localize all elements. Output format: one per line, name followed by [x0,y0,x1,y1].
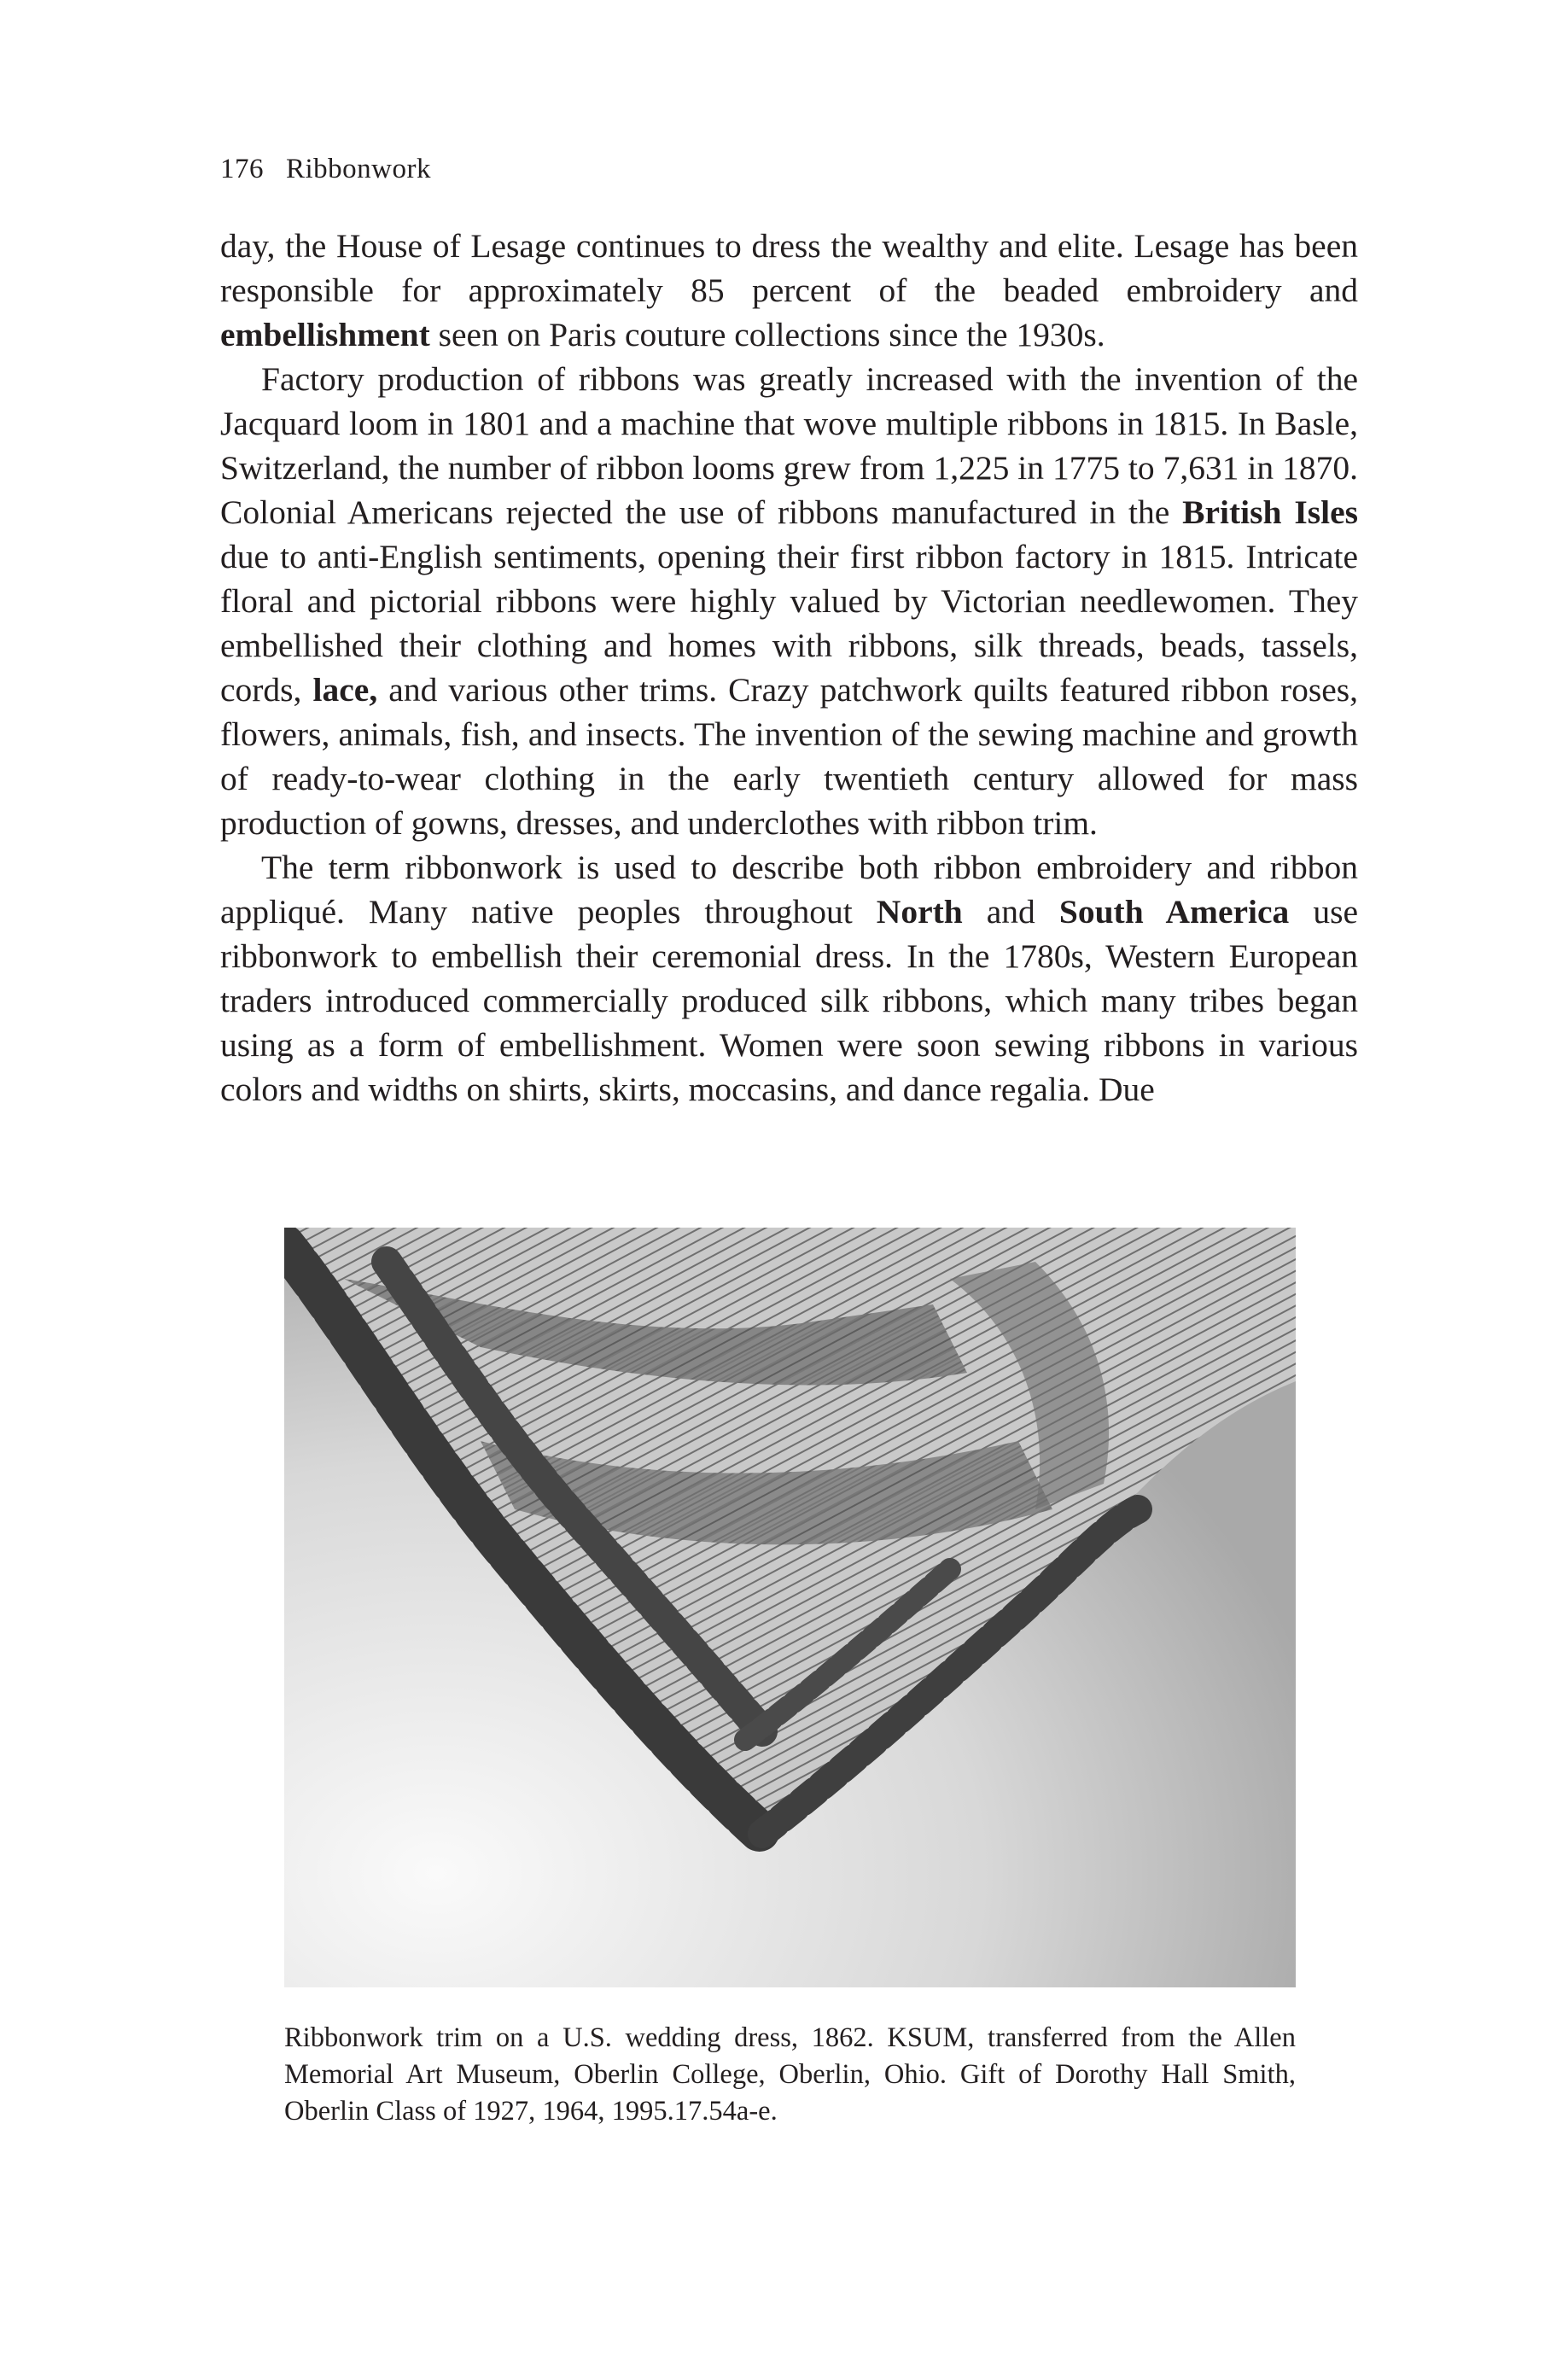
glossary-term: embellishment [220,316,430,353]
glossary-term: South America [1058,893,1290,931]
glossary-term: British Isles [1182,493,1358,531]
paragraph-3: The term ribbonwork is used to describe both ribbon embroidery and ribbon appliqué. Many native peoples throughout North and South America use ribbonwork to embellish their ceremonial dress. In the 1780s, Western European traders introduced commercially produced silk ribbons, which many tribes began using as a form of embellishment. Women were soon sewing ribbons in various colors and widths on shirts, skirts, moccasins, and dance regalia. Due [220,849,1358,1108]
paragraph-1: day, the House of Lesage continues to dress the wealthy and elite. Lesage has been responsible for approximately 85 percent of the beaded embroidery and embellishment seen on Paris couture collections since the 1930s. [220,227,1358,353]
ribbonwork-photo [284,1228,1296,1987]
body-text [220,224,1358,1112]
section-title: Ribbonwork [286,154,431,184]
figure-photo [284,1228,1296,1987]
glossary-term: North [876,893,963,931]
page-number: 176 [220,154,264,184]
figure-caption: Ribbonwork trim on a U.S. wedding dress, 1862. KSUM, transferred from the Allen Memorial Art Museum, Oberlin College, Oberlin, Ohio. Gift of Dorothy Hall Smith, Oberlin Class of 1927, 1964, 1995.17.54a-e. [284,2022,1296,2127]
glossary-term: lace, [312,671,378,709]
running-head [220,154,431,185]
paragraph-2: Factory production of ribbons was greatly increased with the invention of the Jacquard loom in 1801 and a machine that wove multiple ribbons in 1815. In Basle, Switzerland, the number of ribbon looms grew from 1,225 in 1775 to 7,631 in 1870. Colonial Americans rejected the use of ribbons manufactured in the British Isles due to anti-English sentiments, opening their first ribbon factory in 1815. Intricate floral and pictorial ribbons were highly valued by Victorian needlewomen. They embellished their clothing and homes with ribbons, silk threads, beads, tassels, cords, lace, and various other trims. Crazy patchwork quilts featured ribbon roses, flowers, animals, fish, and insects. The invention of the sewing machine and growth of ready-to-wear clothing in the early twentieth century allowed for mass production of gowns, dresses, and underclothes with ribbon trim. [220,360,1359,842]
